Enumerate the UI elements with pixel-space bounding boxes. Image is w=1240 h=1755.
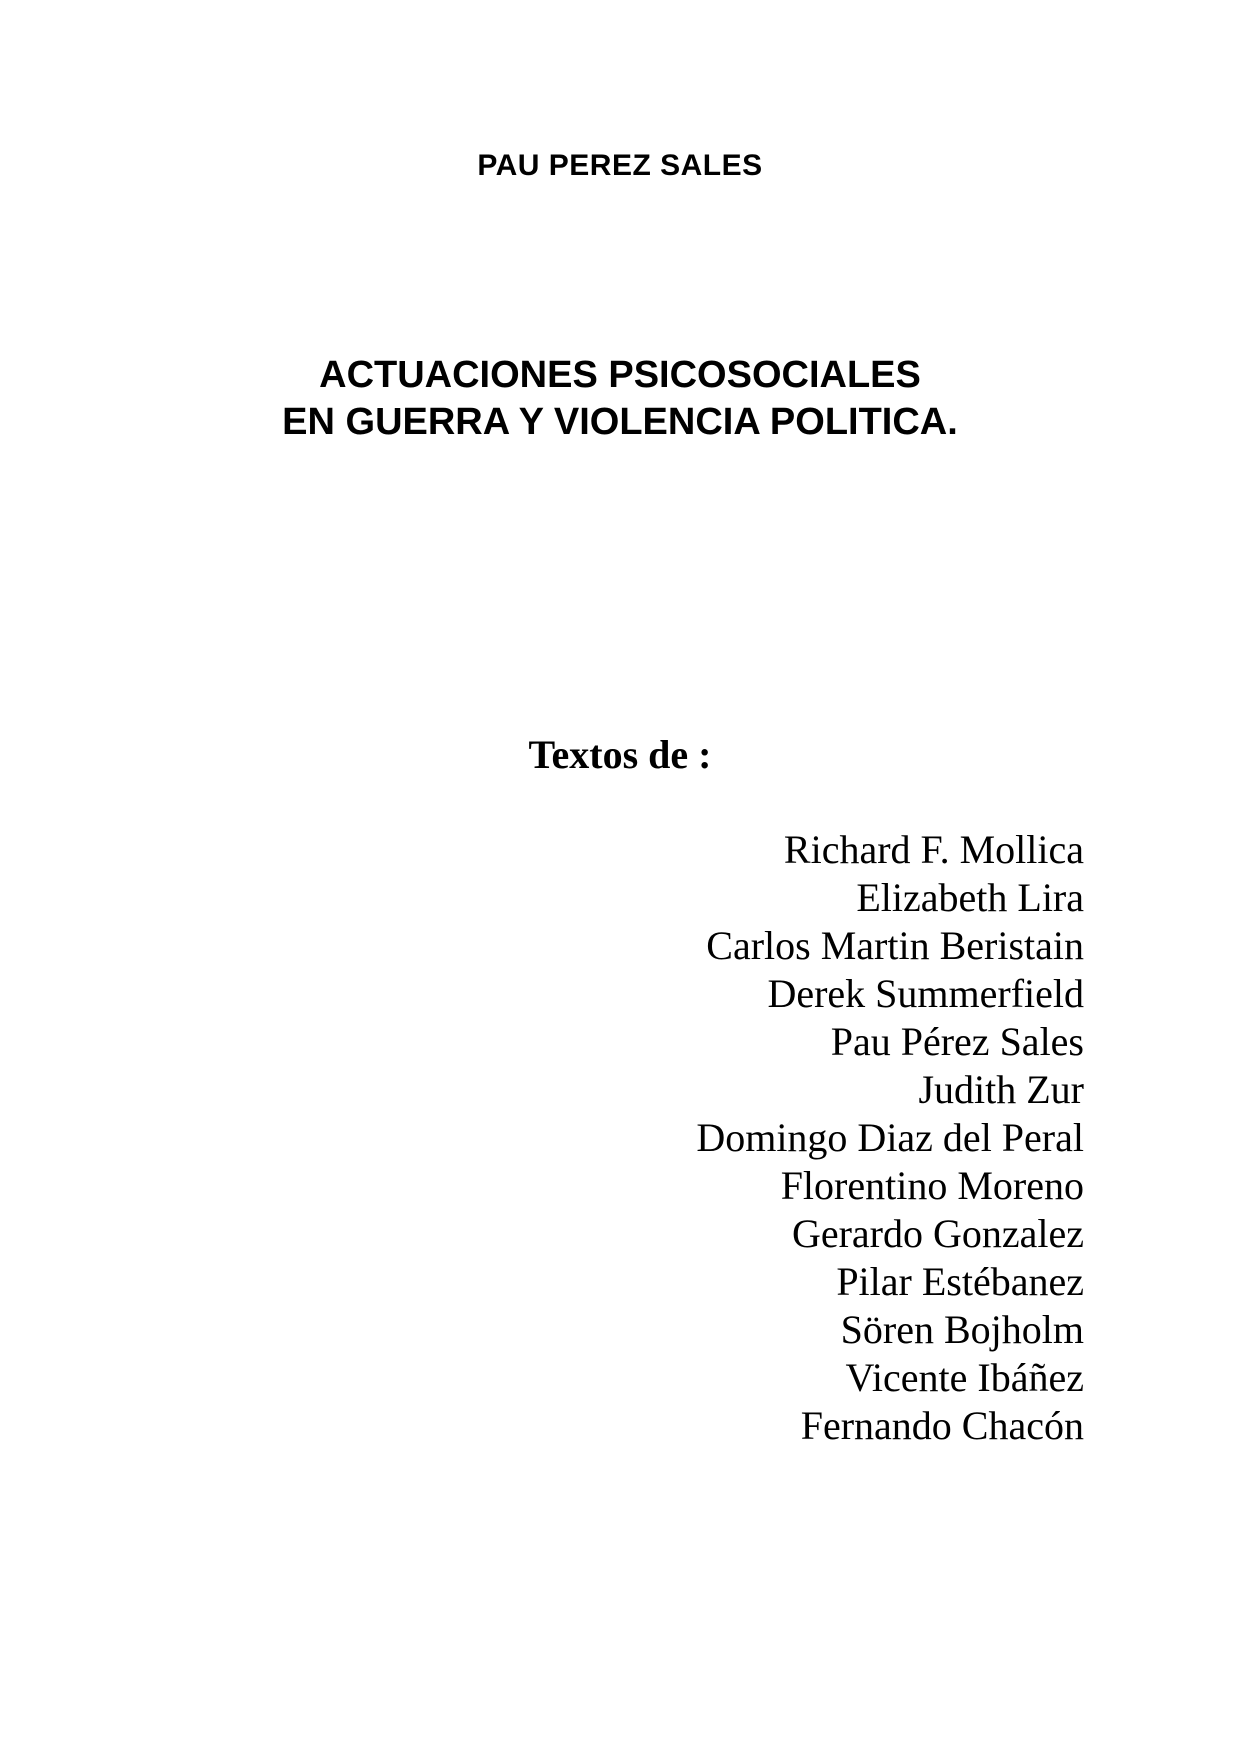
book-title-line-1: ACTUACIONES PSICOSOCIALES [319,354,921,396]
contributor-name: Elizabeth Lira [856,875,1084,920]
contributor-name: Domingo Diaz del Peral [696,1115,1084,1160]
contributor-name: Florentino Moreno [780,1163,1084,1208]
contributor-name: Derek Summerfield [767,971,1084,1016]
contributor-name: Gerardo Gonzalez [791,1211,1084,1256]
contributor-name: Pilar Estébanez [836,1259,1084,1304]
contributor-name: Vicente Ibáñez [845,1355,1084,1400]
contributor-name: Sören Bojholm [840,1307,1084,1352]
book-title [0,352,1240,446]
contributors-list [696,826,1084,1450]
contributor-name: Carlos Martin Beristain [706,923,1084,968]
contributor-name: Fernando Chacón [800,1403,1084,1448]
book-title-line-2: EN GUERRA Y VIOLENCIA POLITICA. [282,401,958,443]
contributor-name: Judith Zur [918,1067,1084,1112]
contributor-name: Pau Pérez Sales [830,1019,1084,1064]
contributors-heading: Textos de : [528,732,712,777]
book-author: PAU PEREZ SALES [477,149,763,182]
contributor-name: Richard F. Mollica [783,827,1084,872]
